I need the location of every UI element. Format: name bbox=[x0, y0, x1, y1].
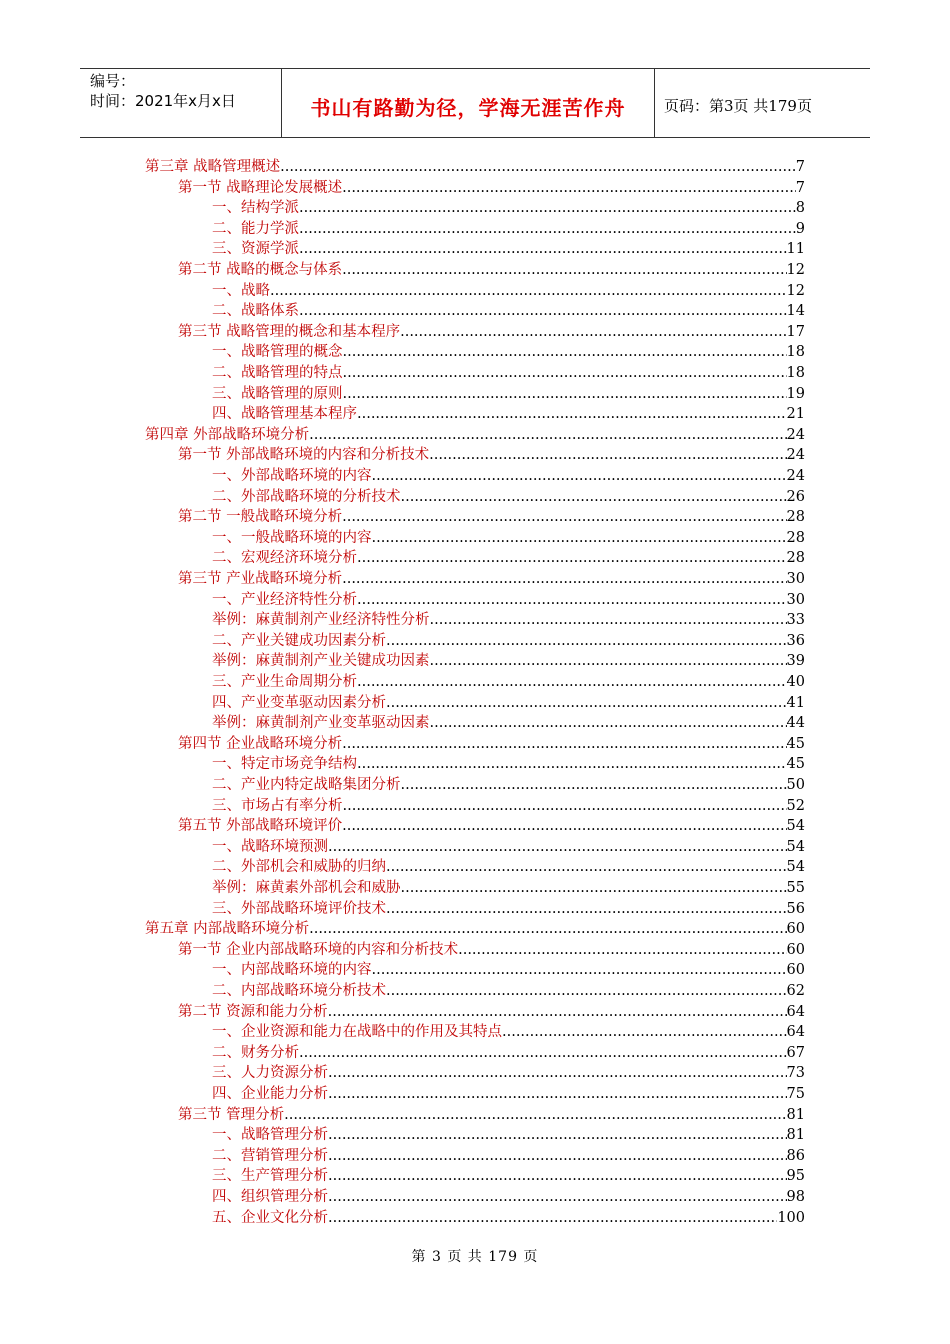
toc-entry-label: 三、人力资源分析 bbox=[212, 1065, 328, 1082]
toc-entry-page: 14 bbox=[786, 303, 805, 320]
toc-entry-label: 一、结构学派 bbox=[212, 200, 299, 217]
toc-leader-dots bbox=[342, 178, 796, 198]
toc-entry-page: 44 bbox=[786, 715, 805, 732]
toc-leader-dots bbox=[357, 672, 787, 692]
toc-entry-page: 17 bbox=[786, 323, 805, 340]
toc-entry-label: 二、产业关键成功因素分析 bbox=[212, 632, 386, 649]
toc-leader-dots bbox=[386, 857, 787, 877]
toc-entry-label: 三、产业生命周期分析 bbox=[212, 674, 357, 690]
toc-entry-label: 二、战略体系 bbox=[212, 303, 299, 320]
toc-entry[interactable] bbox=[212, 754, 805, 774]
toc-entry-label: 二、宏观经济环境分析 bbox=[212, 550, 357, 567]
toc-entry[interactable] bbox=[212, 837, 805, 857]
toc-leader-dots bbox=[299, 239, 787, 259]
toc-leader-dots bbox=[372, 528, 787, 548]
toc-entry[interactable] bbox=[212, 672, 805, 692]
toc-entry-label: 三、资源学派 bbox=[212, 241, 299, 258]
toc-entry-page: 75 bbox=[786, 1086, 805, 1102]
toc-entry-label: 二、营销管理分析 bbox=[212, 1147, 328, 1164]
toc-entry-label: 三、生产管理分析 bbox=[212, 1168, 328, 1185]
toc-leader-dots bbox=[386, 981, 787, 1001]
page-footer: 第 3 页 共 179 页 bbox=[411, 1249, 539, 1265]
toc-entry-label: 第五节 外部战略环境评价 bbox=[178, 818, 343, 835]
toc-leader-dots bbox=[430, 713, 787, 733]
toc-entry[interactable] bbox=[212, 1166, 805, 1186]
toc-entry-label: 第二节 资源和能力分析 bbox=[178, 1003, 328, 1020]
toc-entry[interactable] bbox=[212, 960, 805, 980]
toc-leader-dots bbox=[400, 322, 786, 342]
toc-entry[interactable] bbox=[145, 425, 805, 445]
header-meta bbox=[80, 69, 282, 137]
toc-leader-dots bbox=[328, 1187, 787, 1207]
toc-entry-page: 28 bbox=[786, 529, 805, 546]
toc-entry-page: 45 bbox=[786, 756, 805, 773]
toc-leader-dots bbox=[342, 507, 786, 527]
toc-leader-dots bbox=[458, 940, 786, 960]
toc-leader-dots bbox=[401, 775, 787, 795]
toc-entry[interactable] bbox=[212, 281, 805, 301]
toc-entry-page: 28 bbox=[786, 550, 805, 567]
toc-entry-label: 二、内部战略环境分析技术 bbox=[212, 983, 386, 999]
toc-entry[interactable] bbox=[212, 857, 805, 877]
toc-entry-page: 30 bbox=[786, 571, 805, 587]
toc-entry[interactable] bbox=[212, 219, 805, 239]
time-label: 时间：2021年x月x日 bbox=[90, 92, 236, 110]
toc-entry-page: 33 bbox=[786, 612, 805, 629]
toc-entry-page: 7 bbox=[795, 159, 805, 175]
toc-entry[interactable] bbox=[212, 796, 805, 816]
toc-leader-dots bbox=[430, 651, 787, 671]
toc-entry[interactable] bbox=[212, 713, 805, 733]
toc-entry-label: 第四章 外部战略环境分析 bbox=[145, 426, 310, 443]
toc-entry-page: 12 bbox=[786, 282, 805, 299]
toc-leader-dots bbox=[299, 1043, 787, 1063]
toc-entry-label: 五、企业文化分析 bbox=[212, 1209, 328, 1226]
toc-leader-dots bbox=[328, 837, 787, 857]
toc-entry-label: 二、财务分析 bbox=[212, 1044, 299, 1061]
toc-entry-label: 二、战略管理的特点 bbox=[212, 365, 343, 381]
toc-entry[interactable] bbox=[212, 1125, 805, 1145]
toc-entry-page: 40 bbox=[786, 674, 805, 690]
toc-leader-dots bbox=[328, 1208, 777, 1228]
toc-entry-label: 三、市场占有率分析 bbox=[212, 797, 343, 814]
toc-entry-label: 第二节 一般战略环境分析 bbox=[178, 509, 343, 526]
toc-entry-label: 四、组织管理分析 bbox=[212, 1189, 328, 1205]
toc-leader-dots bbox=[328, 1002, 787, 1022]
toc-entry-label: 一、特定市场竞争结构 bbox=[212, 756, 357, 773]
toc-entry[interactable] bbox=[212, 466, 805, 486]
toc-leader-dots bbox=[309, 425, 786, 445]
toc-entry[interactable] bbox=[212, 1146, 805, 1166]
toc-entry[interactable] bbox=[178, 1105, 805, 1125]
toc-entry-page: 100 bbox=[777, 1209, 805, 1226]
toc-leader-dots bbox=[401, 878, 787, 898]
toc-entry-label: 三、外部战略环境评价技术 bbox=[212, 900, 386, 917]
toc-leader-dots bbox=[328, 1166, 787, 1186]
toc-entry-page: 45 bbox=[786, 735, 805, 752]
toc-entry-page: 52 bbox=[786, 797, 805, 814]
toc-entry-page: 26 bbox=[786, 488, 805, 505]
toc-entry-page: 67 bbox=[786, 1044, 805, 1061]
toc-entry-page: 60 bbox=[786, 941, 805, 958]
toc-entry[interactable] bbox=[178, 816, 805, 836]
toc-entry-page: 7 bbox=[795, 179, 805, 196]
header-motto-cell bbox=[282, 69, 655, 137]
toc-entry-page: 98 bbox=[786, 1189, 805, 1205]
toc-entry[interactable] bbox=[178, 734, 805, 754]
toc-entry[interactable] bbox=[212, 693, 805, 713]
toc-entry-page: 39 bbox=[786, 653, 805, 670]
toc-entry-page: 86 bbox=[786, 1147, 805, 1164]
toc-entry[interactable] bbox=[212, 878, 805, 898]
toc-entry-label: 一、外部战略环境的内容 bbox=[212, 468, 372, 484]
toc-entry-page: 54 bbox=[786, 818, 805, 835]
toc-entry-page: 21 bbox=[786, 406, 805, 423]
toc-leader-dots bbox=[343, 342, 787, 362]
toc-leader-dots bbox=[372, 960, 787, 980]
toc-entry-page: 8 bbox=[795, 200, 805, 217]
toc-entry[interactable] bbox=[178, 940, 805, 960]
toc-entry-page: 81 bbox=[786, 1127, 805, 1144]
toc-entry[interactable] bbox=[178, 445, 805, 465]
toc-entry[interactable] bbox=[145, 919, 805, 939]
page-header bbox=[80, 68, 870, 138]
toc-entry[interactable] bbox=[212, 1187, 805, 1207]
toc-entry-label: 举例：麻黄制剂产业关键成功因素 bbox=[212, 653, 430, 670]
toc-entry-page: 56 bbox=[786, 900, 805, 917]
toc-leader-dots bbox=[342, 569, 786, 589]
toc-entry-label: 二、产业内特定战略集团分析 bbox=[212, 777, 401, 793]
toc-entry-label: 举例：麻黄素外部机会和威胁 bbox=[212, 880, 401, 896]
toc-entry[interactable] bbox=[212, 1043, 805, 1063]
toc-entry-label: 三、战略管理的原则 bbox=[212, 385, 343, 402]
toc-entry-page: 18 bbox=[786, 365, 805, 381]
toc-leader-dots bbox=[386, 631, 787, 651]
toc-entry[interactable] bbox=[212, 775, 805, 795]
toc-entry-label: 一、战略 bbox=[212, 282, 270, 299]
toc-leader-dots bbox=[343, 796, 787, 816]
toc-entry-label: 一、内部战略环境的内容 bbox=[212, 962, 372, 979]
toc-leader-dots bbox=[342, 816, 786, 836]
toc-entry-label: 一、战略管理的概念 bbox=[212, 344, 343, 361]
toc-entry-page: 54 bbox=[786, 859, 805, 876]
toc-entry-page: 64 bbox=[786, 1024, 805, 1041]
toc-leader-dots bbox=[328, 1063, 787, 1083]
toc-entry-page: 54 bbox=[786, 838, 805, 855]
toc-entry-page: 11 bbox=[786, 241, 805, 258]
toc-leader-dots bbox=[328, 1125, 787, 1145]
toc-entry[interactable] bbox=[212, 981, 805, 1001]
number-label: 编号： bbox=[90, 72, 136, 90]
toc-entry-page: 55 bbox=[786, 880, 805, 896]
header-motto: 书山有路勤为径，学海无涯苦作舟 bbox=[310, 95, 626, 120]
toc-entry-page: 28 bbox=[786, 509, 805, 526]
toc-leader-dots bbox=[270, 281, 787, 301]
toc-leader-dots bbox=[309, 919, 786, 939]
toc-leader-dots bbox=[343, 363, 787, 383]
toc-entry-page: 73 bbox=[786, 1065, 805, 1082]
toc-entry-page: 12 bbox=[786, 262, 805, 278]
toc-entry-page: 60 bbox=[786, 962, 805, 979]
toc-entry[interactable] bbox=[178, 507, 805, 527]
toc-entry-page: 64 bbox=[786, 1003, 805, 1020]
toc-entry-page: 81 bbox=[786, 1106, 805, 1123]
toc-entry-label: 第二节 战略的概念与体系 bbox=[178, 262, 343, 278]
toc-entry-label: 一、产业经济特性分析 bbox=[212, 591, 357, 608]
toc-entry-label: 第一节 企业内部战略环境的内容和分析技术 bbox=[178, 941, 459, 958]
toc-entry-page: 41 bbox=[786, 694, 805, 711]
toc-entry[interactable] bbox=[178, 569, 805, 589]
toc-entry[interactable] bbox=[212, 899, 805, 919]
toc-leader-dots bbox=[386, 899, 787, 919]
toc-entry-label: 第三章 战略管理概述 bbox=[145, 159, 281, 175]
toc-leader-dots bbox=[328, 1146, 787, 1166]
toc-entry[interactable] bbox=[178, 1002, 805, 1022]
toc-entry-label: 一、战略管理分析 bbox=[212, 1127, 328, 1144]
toc-entry[interactable] bbox=[212, 363, 805, 383]
toc-entry[interactable] bbox=[178, 260, 805, 280]
toc-entry[interactable] bbox=[178, 178, 805, 198]
toc-leader-dots bbox=[299, 301, 787, 321]
toc-entry[interactable] bbox=[212, 651, 805, 671]
toc-entry[interactable] bbox=[212, 1063, 805, 1083]
toc-entry[interactable] bbox=[212, 301, 805, 321]
toc-entry[interactable] bbox=[212, 528, 805, 548]
toc-entry-page: 19 bbox=[786, 385, 805, 402]
toc-entry-page: 24 bbox=[786, 447, 805, 464]
toc-leader-dots bbox=[372, 466, 787, 486]
toc-leader-dots bbox=[357, 590, 787, 610]
toc-entry[interactable] bbox=[212, 342, 805, 362]
toc-entry[interactable] bbox=[145, 157, 805, 177]
toc-leader-dots bbox=[386, 693, 787, 713]
toc-entry-page: 95 bbox=[786, 1168, 805, 1185]
toc-entry[interactable] bbox=[212, 198, 805, 218]
toc-entry-label: 第三节 战略管理的概念和基本程序 bbox=[178, 323, 401, 340]
toc-leader-dots bbox=[429, 445, 786, 465]
toc-entry-label: 四、企业能力分析 bbox=[212, 1086, 328, 1102]
toc-entry-label: 第五章 内部战略环境分析 bbox=[145, 921, 310, 938]
toc-entry[interactable] bbox=[212, 384, 805, 404]
toc-entry-label: 二、外部战略环境的分析技术 bbox=[212, 488, 401, 505]
toc-leader-dots bbox=[299, 219, 796, 239]
toc-entry-label: 举例：麻黄制剂产业经济特性分析 bbox=[212, 612, 430, 629]
toc-entry[interactable] bbox=[212, 404, 805, 424]
toc-entry-page: 62 bbox=[786, 983, 805, 999]
toc-leader-dots bbox=[299, 198, 796, 218]
toc-leader-dots bbox=[343, 384, 787, 404]
toc-entry[interactable] bbox=[212, 1022, 805, 1042]
toc-entry-label: 二、外部机会和威胁的归纳 bbox=[212, 859, 386, 876]
toc-entry-page: 24 bbox=[786, 426, 805, 443]
toc-entry[interactable] bbox=[212, 610, 805, 630]
toc-entry[interactable] bbox=[178, 322, 805, 342]
toc-entry[interactable] bbox=[212, 631, 805, 651]
toc-leader-dots bbox=[342, 260, 786, 280]
toc-entry-label: 第一节 外部战略环境的内容和分析技术 bbox=[178, 447, 430, 464]
toc-entry-label: 第一节 战略理论发展概述 bbox=[178, 179, 343, 196]
toc-entry-page: 9 bbox=[795, 220, 805, 237]
toc-entry[interactable] bbox=[212, 590, 805, 610]
toc-entry-label: 举例：麻黄制剂产业变革驱动因素 bbox=[212, 715, 430, 732]
toc-leader-dots bbox=[328, 1084, 787, 1104]
toc-leader-dots bbox=[430, 610, 787, 630]
toc-leader-dots bbox=[357, 404, 787, 424]
toc-leader-dots bbox=[284, 1105, 786, 1125]
toc-entry-label: 一、企业资源和能力在战略中的作用及其特点 bbox=[212, 1024, 502, 1041]
toc-entry-label: 第三节 产业战略环境分析 bbox=[178, 571, 343, 587]
toc-entry-page: 60 bbox=[786, 921, 805, 938]
toc-entry[interactable] bbox=[212, 1084, 805, 1104]
toc-leader-dots bbox=[357, 548, 787, 568]
toc-entry[interactable] bbox=[212, 548, 805, 568]
toc-leader-dots bbox=[280, 157, 796, 177]
toc-leader-dots bbox=[401, 487, 787, 507]
toc-entry[interactable] bbox=[212, 487, 805, 507]
toc-leader-dots bbox=[502, 1022, 787, 1042]
toc-entry-label: 第三节 管理分析 bbox=[178, 1106, 285, 1123]
toc-entry-label: 二、能力学派 bbox=[212, 220, 299, 237]
toc-entry-page: 50 bbox=[786, 777, 805, 793]
toc-entry-label: 一、战略环境预测 bbox=[212, 838, 328, 855]
toc-entry-label: 四、产业变革驱动因素分析 bbox=[212, 694, 386, 711]
toc-entry-page: 24 bbox=[786, 468, 805, 484]
toc-entry[interactable] bbox=[212, 239, 805, 259]
toc-entry-label: 四、战略管理基本程序 bbox=[212, 406, 357, 423]
toc-entry-page: 30 bbox=[786, 591, 805, 608]
header-page-info: 页码：第3页 共179页 bbox=[664, 96, 812, 115]
toc-entry-label: 一、一般战略环境的内容 bbox=[212, 529, 372, 546]
toc-leader-dots bbox=[357, 754, 787, 774]
toc-entry-page: 18 bbox=[786, 344, 805, 361]
toc-entry-label: 第四节 企业战略环境分析 bbox=[178, 735, 343, 752]
toc-entry-page: 36 bbox=[786, 632, 805, 649]
toc-entry[interactable] bbox=[212, 1208, 805, 1228]
toc-leader-dots bbox=[342, 734, 786, 754]
